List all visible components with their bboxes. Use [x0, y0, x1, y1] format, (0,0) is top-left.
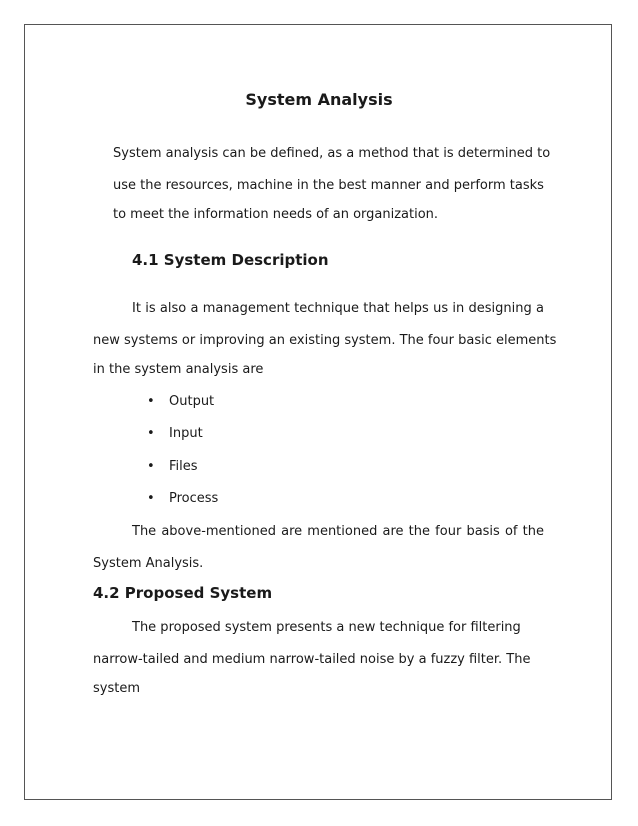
intro-line: System analysis can be defined, as a method that is determined to	[113, 146, 551, 161]
bullet-label: Output	[169, 394, 215, 409]
bullet-label: Files	[169, 459, 198, 474]
paragraph-line: The above-mentioned are mentioned are the four basis of the	[132, 524, 544, 539]
paragraph-line: in the system analysis are	[93, 362, 264, 377]
paragraph-line: System Analysis.	[93, 556, 204, 571]
bullet-item	[147, 459, 198, 474]
bullet-marker: •	[147, 459, 155, 474]
bullet-label: Process	[169, 491, 219, 506]
paragraph-line: system	[93, 681, 140, 696]
paragraph-line: The proposed system presents a new technique for filtering	[132, 620, 521, 635]
section-heading-proposed-system: 4.2 Proposed System	[93, 584, 273, 602]
section-heading-system-description: 4.1 System Description	[132, 251, 329, 269]
bullet-item	[147, 426, 203, 441]
bullet-item	[147, 491, 218, 506]
bullet-marker: •	[147, 426, 155, 441]
bullet-label: Input	[169, 426, 203, 441]
paragraph-line: narrow-tailed and medium narrow-tailed noise by a fuzzy filter. The	[93, 652, 531, 667]
bullet-marker: •	[147, 394, 155, 409]
bullet-marker: •	[147, 491, 155, 506]
paragraph-line: new systems or improving an existing system. The four basic elements	[93, 333, 557, 348]
page-title: System Analysis	[245, 90, 393, 109]
intro-line: to meet the information needs of an organization.	[113, 207, 439, 222]
intro-line: use the resources, machine in the best manner and perform tasks	[113, 178, 544, 193]
bullet-item	[147, 394, 214, 409]
paragraph-line: It is also a management technique that helps us in designing a	[132, 301, 544, 316]
